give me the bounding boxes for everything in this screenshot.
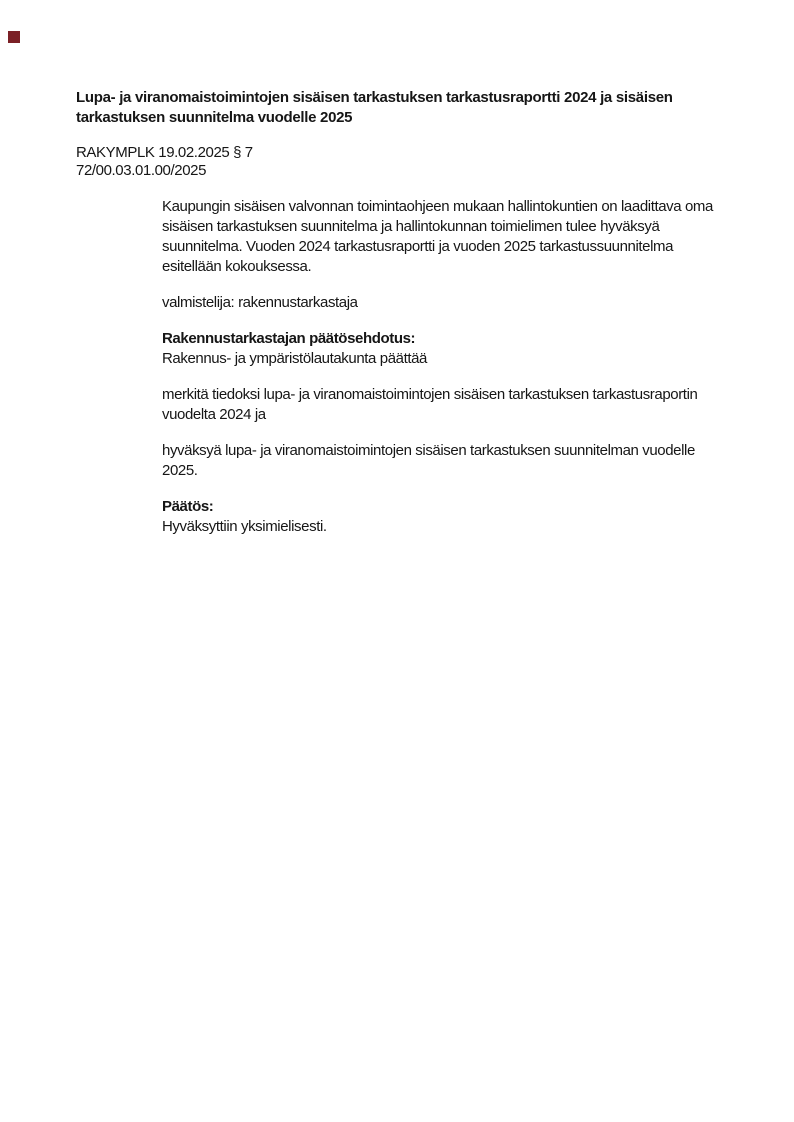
- document-title-line-1: Lupa- ja viranomaistoimintojen sisäisen tarkastuksen tarkastusraportti 2024 ja sisäisen: [76, 89, 673, 106]
- proposal-item-2-line-1: hyväksyä lupa- ja viranomaistoimintojen sisäisen tarkastuksen suunnitelman vuodelle: [162, 442, 695, 459]
- proposal-section: [162, 329, 713, 369]
- background-paragraph-line-4: esitellään kokouksessa.: [162, 258, 312, 275]
- page-corner-mark: [8, 31, 20, 43]
- document-title: [76, 88, 673, 128]
- background-paragraph-line-2: sisäisen tarkastuksen suunnitelma ja hallintokunnan toimielimen tulee hyväksyä: [162, 218, 660, 235]
- proposal-item-1-line-1: merkitä tiedoksi lupa- ja viranomaistoimintojen sisäisen tarkastuksen tarkastusraportin: [162, 386, 698, 403]
- decision-heading: Päätös:: [162, 498, 214, 515]
- decision-text: Hyväksyttiin yksimielisesti.: [162, 518, 327, 535]
- background-paragraph-line-1: Kaupungin sisäisen valvonnan toimintaohjeen mukaan hallintokuntien on laadittava oma: [162, 198, 713, 215]
- proposal-item-1: [162, 385, 713, 425]
- background-paragraph-line-3: suunnitelma. Vuoden 2024 tarkastusraportti ja vuoden 2025 tarkastussuunnitelma: [162, 238, 674, 255]
- reference-block: [76, 144, 253, 180]
- proposal-item-2-line-2: 2025.: [162, 462, 198, 479]
- proposal-item-1-line-2: vuodelta 2024 ja: [162, 406, 266, 423]
- document-title-line-2: tarkastuksen suunnitelma vuodelle 2025: [76, 109, 353, 126]
- proposal-heading: Rakennustarkastajan päätösehdotus:: [162, 330, 416, 347]
- diary-number: 72/00.03.01.00/2025: [76, 162, 207, 179]
- decision-section: [162, 497, 713, 537]
- proposal-intro: Rakennus- ja ympäristölautakunta päättää: [162, 350, 428, 367]
- background-paragraph: [162, 197, 713, 277]
- meeting-reference: RAKYMPLK 19.02.2025 § 7: [76, 144, 253, 161]
- body-content: [162, 197, 713, 553]
- preparer-line: valmistelija: rakennustarkastaja: [162, 294, 358, 311]
- proposal-item-2: [162, 441, 713, 481]
